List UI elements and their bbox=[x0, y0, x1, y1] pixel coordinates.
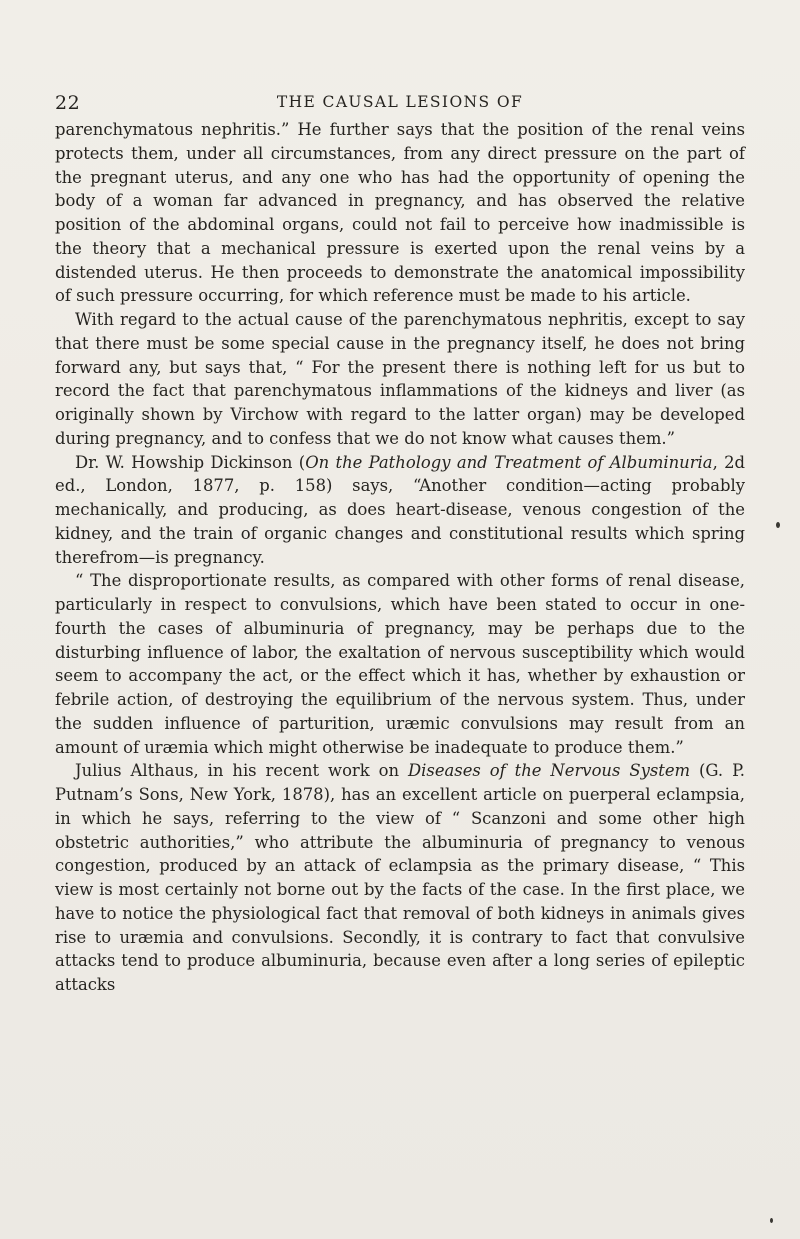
paragraph-3-lead: Dr. W. Howship Dickinson ( bbox=[75, 452, 306, 472]
cited-work-title: Diseases of the Nervous System bbox=[408, 761, 691, 781]
paragraph-4: “ The disproportionate results, as compared with other forms of renal disease, particularly in respect to convulsions, which have been stated to occur in one-fourth the cases of albuminuria of pregnancy, may be perhaps due to the disturbing influence of labor, the exaltation of nervous susceptibility which would seem to accompany the act, or the effect which it has, whether by exhaustion or febrile action, of destroying the equilibrium of the nervous system. Thus, under the sudden influence of parturition, uræmic convulsions may result from an amount of uræmia which might otherwise be inadequate to produce them.” bbox=[55, 571, 745, 757]
running-head: THE CAUSAL LESIONS OF bbox=[276, 93, 524, 111]
paragraph-5-lead: Julius Althaus, in his recent work on bbox=[75, 761, 409, 781]
paragraph-5 bbox=[55, 759, 745, 997]
page-number: 22 bbox=[55, 92, 81, 114]
margin-ink-speck bbox=[776, 522, 780, 528]
paragraph-2: With regard to the actual cause of the parenchymatous nephritis, except to say that there must be some special cause in the pregnancy itself, he does not bring forward any, but says that, “ For the present there is nothing left for us but to record the fact that parenchymatous inflammations of the kidneys and liver (as originally shown by Virchow with regard to the latter organ) may be developed during pregnancy, and to confess that we do not know what causes them.” bbox=[55, 310, 745, 448]
page-header bbox=[55, 92, 745, 116]
paragraph-3 bbox=[55, 451, 745, 570]
cited-work-title: On the Pathology and Treatment of Albuminuria bbox=[305, 452, 713, 472]
margin-ink-speck bbox=[770, 1218, 773, 1223]
body-text bbox=[55, 118, 745, 997]
paragraph-3-text: , 2d ed., London, 1877, p. 158) says, “Another condition—acting probably mechanically, and producing, as does heart-disease, venous congestion of the kidney, and the train of organic changes and constitutional results which spring therefrom—is pregnancy. bbox=[55, 452, 746, 567]
paragraph-1: parenchymatous nephritis.” He further says that the position of the renal veins protects them, under all circumstances, from any direct pressure on the part of the pregnant uterus, and any one who has had the opportunity of opening the body of a woman far advanced in pregnancy, and has observed the relative position of the abdominal organs, could not fail to perceive how inadmissible is the theory that a mechanical pressure is exerted upon the renal veins by a distended uterus. He then proceeds to demonstrate the anatomical impossibility of such pressure occurring, for which reference must be made to his article. bbox=[55, 120, 745, 306]
paragraph-5-text: (G. P. Putnam’s Sons, New York, 1878), has an excellent article on puerperal eclampsia, in which he says, referring to the view of “ Scanzoni and some other high obstetric authorities,” who attribute the albuminuria of pregnancy to venous congestion, produced by an attack of eclampsia as the primary disease, “ This view is most certainly not borne out by the facts of the case. In the first place, we have to notice the physiological fact that removal of both kidneys in animals gives rise to uræmia and convulsions. Secondly, it is contrary to fact that convulsive attacks tend to produce albuminuria, because even after a long series of epileptic attacks bbox=[55, 761, 745, 994]
